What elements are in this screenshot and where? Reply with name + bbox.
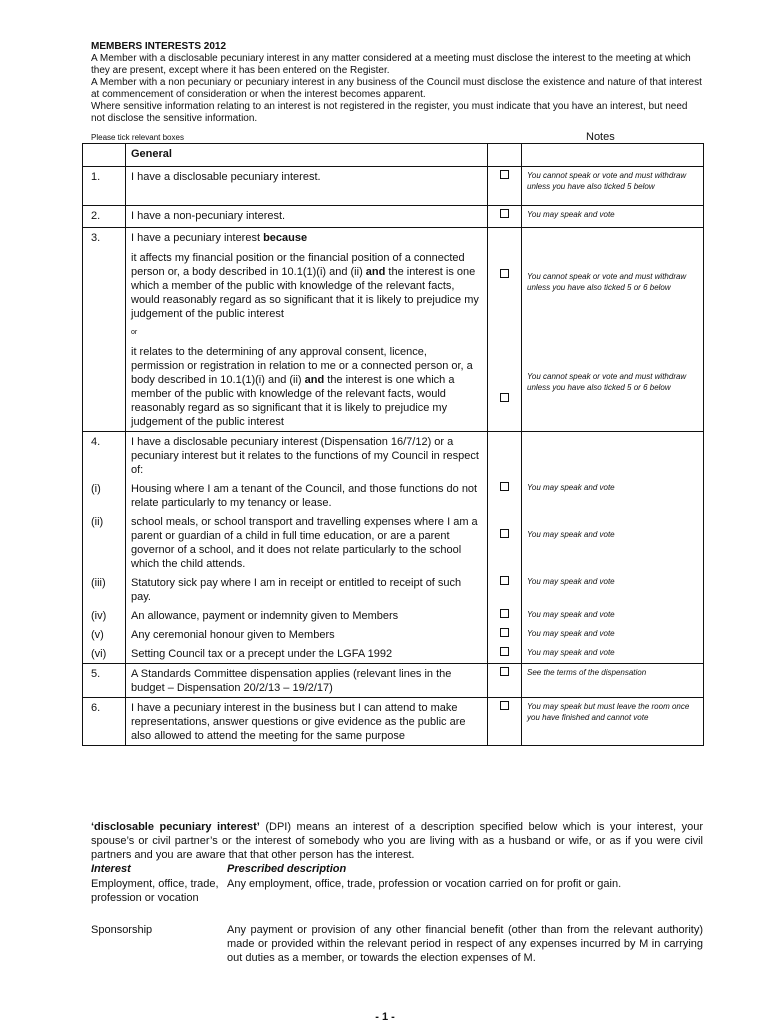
tick-box[interactable] <box>500 482 509 491</box>
row-number: 6. <box>83 698 126 746</box>
notes-heading: Notes <box>586 131 615 143</box>
document-title: MEMBERS INTERESTS 2012 <box>91 41 227 52</box>
row-number: 5. <box>83 664 126 698</box>
dpi-term: ‘disclosable pecuniary interest’ <box>91 821 260 833</box>
description-column-heading: Prescribed description <box>227 863 347 875</box>
row-note: You may speak and vote <box>527 530 615 539</box>
option-a-text: it affects my financial position or the financial position of a connected person or, a body described in 10.1(1)(i) and (ii) and the interest is one which a member of the public with knowledge of the relevant facts, would reasonably regard as so significant that it is likely to prejudice my judgement of the public interest <box>131 252 479 320</box>
row-note: See the terms of the dispensation <box>522 664 704 698</box>
row-number: (v) <box>83 625 126 644</box>
tick-box[interactable] <box>500 529 509 538</box>
interest-cell: Sponsorship <box>91 924 153 936</box>
interests-table <box>82 143 704 746</box>
row-text: A Standards Committee dispensation applies (relevant lines in the budget – Dispensation 20/2/13 – 19/2/17) <box>126 664 488 698</box>
row-text: Housing where I am a tenant of the Council, and those functions do not relate particularly to my tenancy or lease. <box>126 479 488 512</box>
row-text: Any ceremonial honour given to Members <box>126 625 488 644</box>
interest-cell: Employment, office, trade, profession or vocation <box>91 878 219 904</box>
row-text: I have a pecuniary interest in the business but I can attend to make representations, answer questions or give evidence as the public are also allowed to attend the meeting for the same purpose <box>126 698 488 746</box>
table-row <box>83 644 704 664</box>
tick-box[interactable] <box>500 269 509 278</box>
row-text: An allowance, payment or indemnity given to Members <box>126 606 488 625</box>
table-row <box>83 432 704 480</box>
tick-box[interactable] <box>500 609 509 618</box>
general-label: General <box>126 144 488 167</box>
tick-box[interactable] <box>500 393 509 402</box>
row-note: You may speak and vote <box>522 625 704 644</box>
table-row <box>83 167 704 206</box>
row-note: You may speak and vote <box>522 206 704 228</box>
row-note: You cannot speak or vote and must withdraw unless you have also ticked 5 below <box>522 167 704 206</box>
row-number: (vi) <box>83 644 126 664</box>
tick-box[interactable] <box>500 701 509 710</box>
dpi-definition <box>91 820 703 862</box>
table-row <box>83 512 704 573</box>
row-note: You cannot speak or vote and must withdraw unless you have also ticked 5 or 6 below <box>527 372 687 392</box>
tick-box[interactable] <box>500 209 509 218</box>
intro-paragraph-3: Where sensitive information relating to an interest is not registered in the register, you must indicate that you have an interest, but need not disclose the sensitive information. <box>91 101 688 124</box>
row-text: I have a disclosable pecuniary interest (Dispensation 16/7/12) or a pecuniary interest but it relates to the functions of my Council in respect of: <box>126 432 488 480</box>
table-row <box>83 698 704 746</box>
tick-box[interactable] <box>500 576 509 585</box>
row-note: You may speak and vote <box>522 573 704 606</box>
row-note: You may speak and vote <box>522 606 704 625</box>
table-row <box>83 479 704 512</box>
row-text: I have a non-pecuniary interest. <box>126 206 488 228</box>
row-text: I have a pecuniary interest because it affects my financial position or the financial position of a connected person or, a body described in 10.1(1)(i) and (ii) and the interest is one which a member of the public with knowledge of the relevant facts, would reasonably regard as so significant that it is likely to prejudice my judgement of the public interest or it relates to the determining of any approval consent, licence, permission or registration in relation to me or a connected person or, a body described in 10.1(1)(i) and (ii) and the interest is one which a member of the public with knowledge of the relevant facts, would reasonably regard as so significant that it is likely to prejudice my judgement of the public interest <box>126 228 488 432</box>
row-number: (ii) <box>83 512 126 573</box>
page-number: - 1 - <box>375 1011 395 1023</box>
tick-box[interactable] <box>500 170 509 179</box>
intro-paragraph-1: A Member with a disclosable pecuniary interest in any matter considered at a meeting must disclose the interest to the meeting at which they are present, except where it has been entered on the Register. <box>91 53 691 76</box>
row-number: 3. <box>83 228 126 432</box>
row-number: (iii) <box>83 573 126 606</box>
row-text: Statutory sick pay where I am in receipt or entitled to receipt of such pay. <box>126 573 488 606</box>
or-label: or <box>131 329 138 336</box>
row-number: (iv) <box>83 606 126 625</box>
row-text: Setting Council tax or a precept under the LGFA 1992 <box>126 644 488 664</box>
tick-box[interactable] <box>500 647 509 656</box>
table-row <box>83 664 704 698</box>
dpi-definition-text: (DPI) means an interest of a description specified below which is your interest, your spouse’s or civil partner’s or the interest of somebody who you are living with as a husband or wife, or as if you were civil partners and you are aware that that other person has the interest. <box>91 821 703 861</box>
general-header-row <box>83 144 704 167</box>
intro-section <box>91 41 703 125</box>
row-note: You may speak and vote <box>522 644 704 664</box>
table-row <box>83 573 704 606</box>
table-row <box>83 206 704 228</box>
row-text: school meals, or school transport and travelling expenses where I am a parent or guardian of a child in full time education, or are a parent governor of a school, and it does not relate particularly to the school which the child attends. <box>126 512 488 573</box>
row-number: 4. <box>83 432 126 480</box>
row-number: 1. <box>83 167 126 206</box>
row-note: You may speak and vote <box>522 479 704 512</box>
interest-column-heading: Interest <box>91 863 131 875</box>
row-note: You cannot speak or vote and must withdraw unless you have also ticked 5 or 6 below <box>527 272 687 292</box>
table-row <box>83 228 704 432</box>
row-note: You may speak but must leave the room once you have finished and cannot vote <box>522 698 704 746</box>
option-b-text: it relates to the determining of any approval consent, licence, permission or registration in relation to me or a connected person or, a body described in 10.1(1)(i) and (ii) and the interest is one which a member of the public with knowledge of the relevant facts, would reasonably regard as so significant that it is likely to prejudice my judgement of the public interest <box>131 346 473 428</box>
tick-box[interactable] <box>500 628 509 637</box>
row-text: I have a disclosable pecuniary interest. <box>126 167 488 206</box>
tick-box[interactable] <box>500 667 509 676</box>
description-cell: Any employment, office, trade, profession or vocation carried on for profit or gain. <box>227 878 622 890</box>
table-row <box>83 606 704 625</box>
row-number: 2. <box>83 206 126 228</box>
description-cell: Any payment or provision of any other financial benefit (other than from the relevant authority) made or provided within the relevant period in respect of any expenses incurred by M in carrying out duties as a member, or towards the election expenses of M. <box>227 924 703 964</box>
prescribed-description-table <box>91 862 703 983</box>
table-row <box>83 625 704 644</box>
tick-instruction: Please tick relevant boxes <box>91 133 184 142</box>
intro-paragraph-2: A Member with a non pecuniary or pecuniary interest in any business of the Council must disclose the existence and nature of that interest at commencement of consideration or when the interest becomes apparent. <box>91 77 702 100</box>
row-number: (i) <box>83 479 126 512</box>
